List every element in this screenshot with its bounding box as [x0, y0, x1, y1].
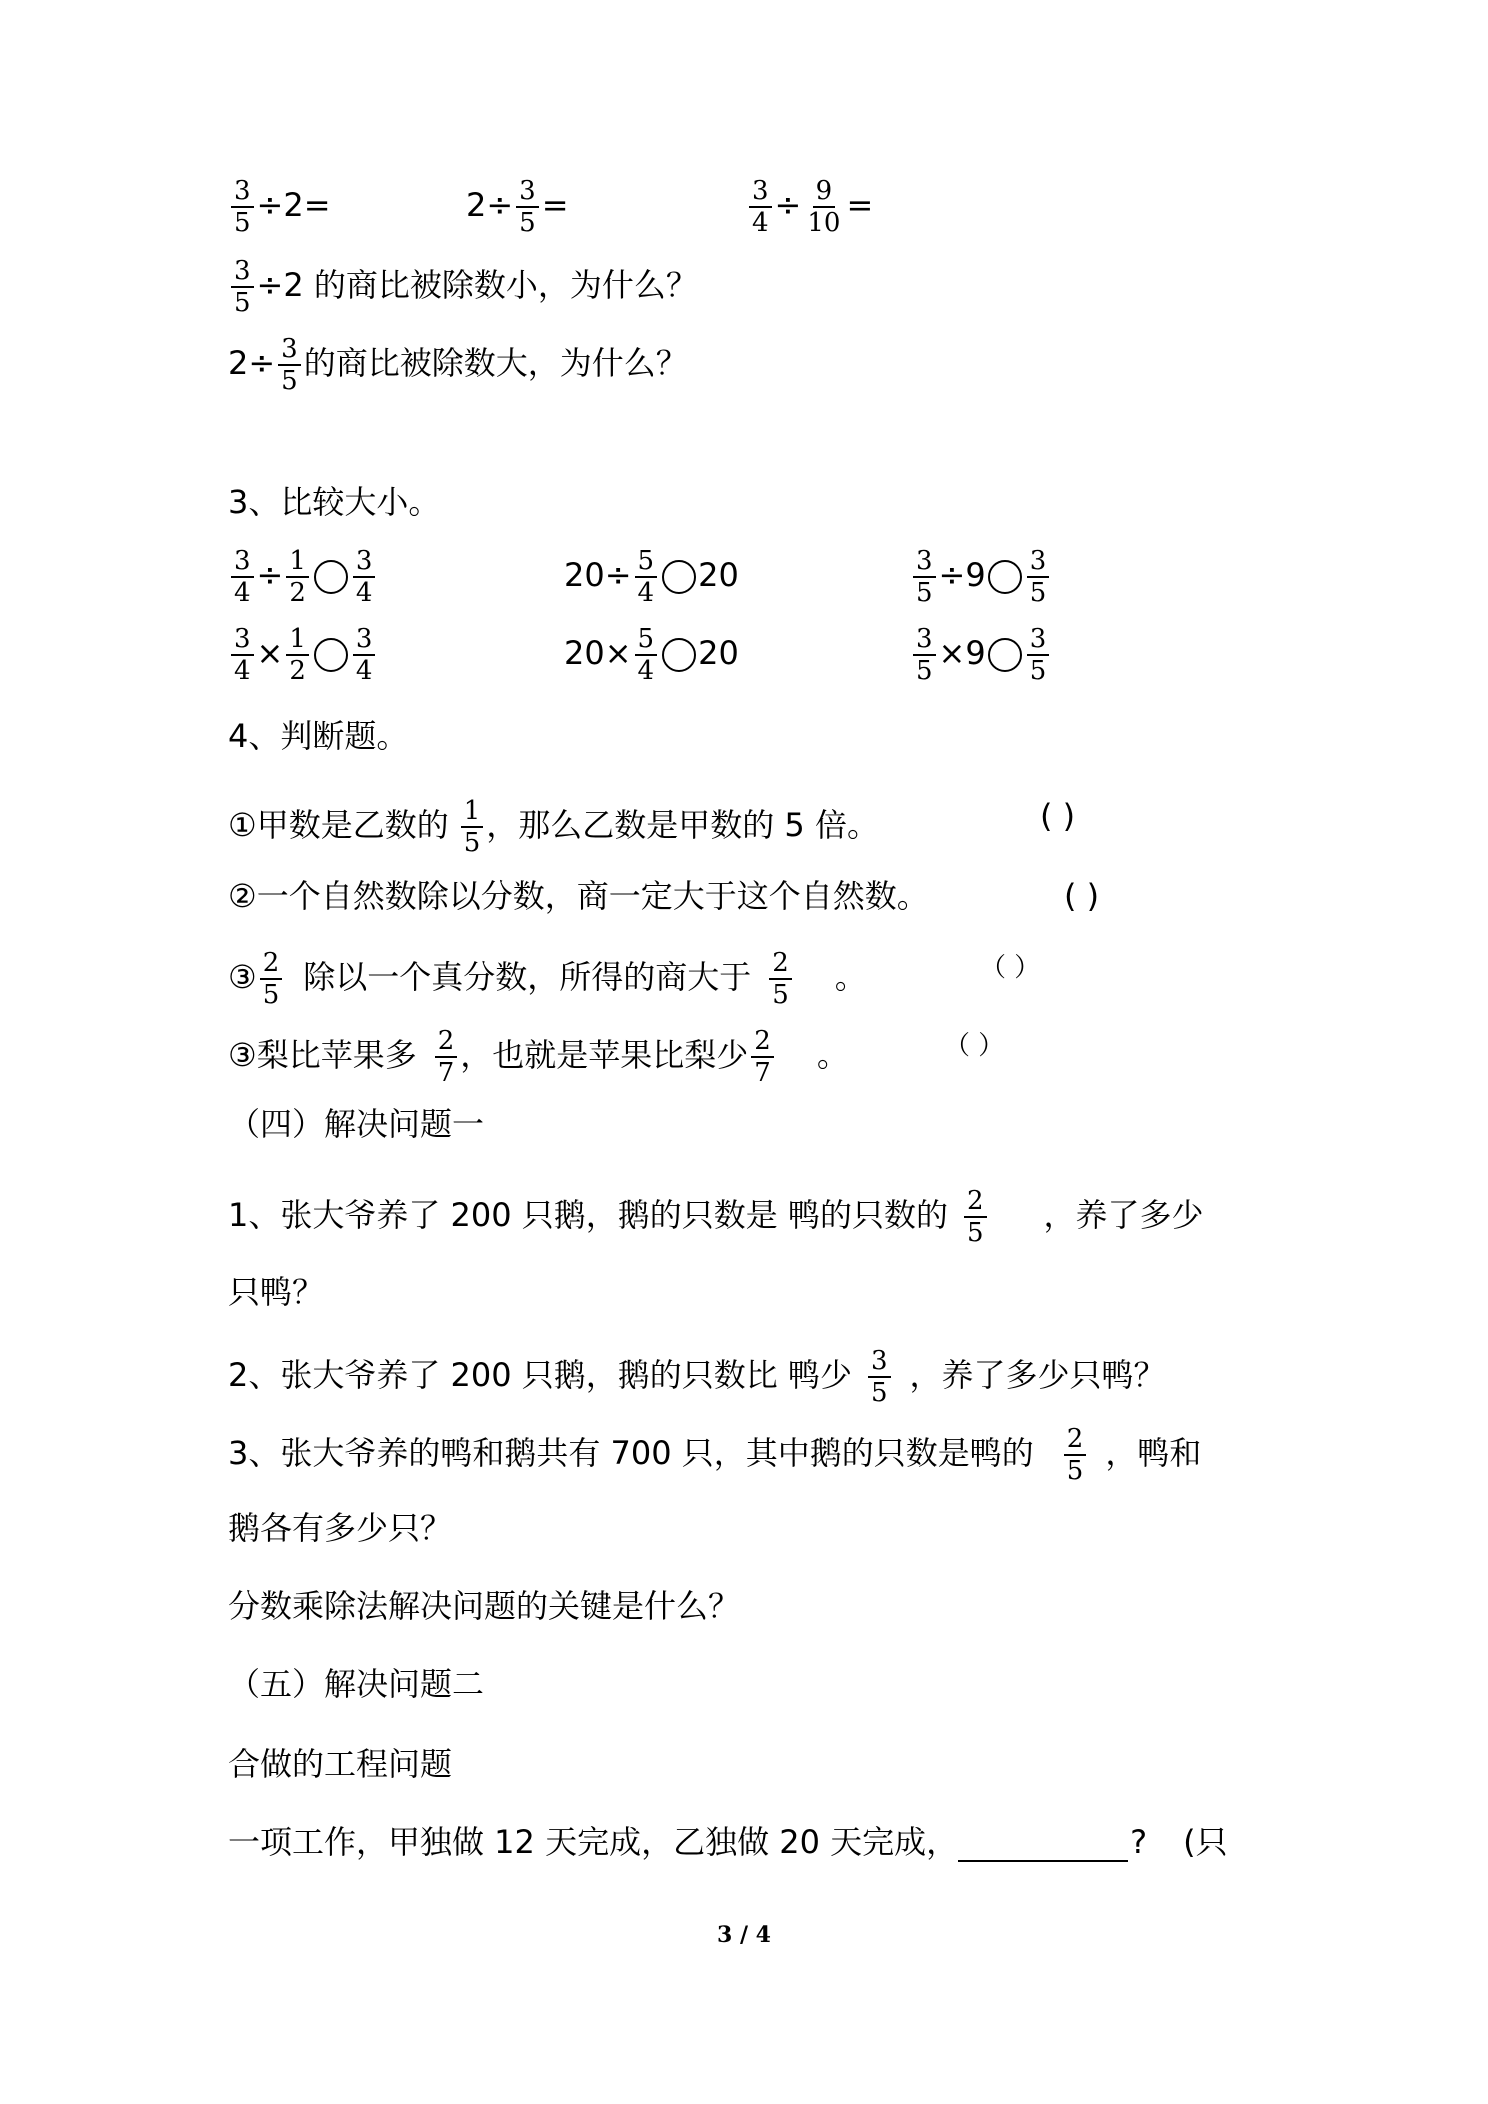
question-smaller: $\frac{3}{5}$ ÷2 的商比被除数小，为什么？ — [228, 256, 1288, 318]
fraction: $\frac{2}{7}$ — [435, 1026, 458, 1088]
fraction: $\frac{5}{4}$ — [635, 546, 658, 608]
compare-circle[interactable] — [314, 638, 348, 672]
problem-1-cont: 只鸭？ — [228, 1273, 325, 1311]
fraction: $\frac{3}{5}$ — [913, 624, 936, 686]
judge-3: ③ $\frac{2}{5}$ 除以一个真分数，所得的商大于 $\frac{2}{5}$ 。 — [228, 948, 867, 1010]
fraction: $\frac{3}{4}$ — [231, 624, 254, 686]
answer-blank[interactable] — [958, 1824, 1128, 1862]
last-problem: 一项工作，甲独做 12 天完成，乙独做 20 天完成， ? (只 — [228, 1823, 1228, 1861]
judge-2-paren[interactable]: ( ) — [1064, 877, 1100, 915]
problem-3-cont: 鹅各有多少只？ — [228, 1509, 453, 1547]
fraction: $\frac{3}{5}$ — [913, 546, 936, 608]
fraction: $\frac{2}{7}$ — [751, 1026, 774, 1088]
problem-1: 1、张大爷养了 200 只鹅，鹅的只数是 鸭的只数的 $\frac{2}{5}$ ，养了多少 — [228, 1186, 1204, 1248]
fraction: $\frac{3}{5}$ — [231, 176, 254, 238]
compare-r2c1: $\frac{3}{4}$ × $\frac{1}{2}$ $\frac{3}{4}$ — [228, 624, 378, 686]
fraction: $\frac{3}{4}$ — [353, 624, 376, 686]
judge-3-paren[interactable]: （ ） — [980, 953, 1041, 983]
compare-r2c3: $\frac{3}{5}$ ×9 $\frac{3}{5}$ — [910, 624, 1052, 686]
fraction: $\frac{2}{5}$ — [769, 948, 792, 1010]
fraction: $\frac{3}{5}$ — [1027, 546, 1050, 608]
expr-1a: $\frac{3}{5}$ ÷2= — [228, 176, 331, 238]
fraction: $\frac{1}{2}$ — [286, 624, 309, 686]
problem-3: 3、张大爷养的鸭和鹅共有 700 只，其中鹅的只数是鸭的 $\frac{2}{5}$ ，鸭和 — [228, 1424, 1202, 1486]
fraction: $\frac{5}{4}$ — [635, 624, 658, 686]
judge-1-paren[interactable]: ( ) — [1040, 797, 1076, 835]
compare-circle[interactable] — [988, 560, 1022, 594]
compare-r2c2: 20× $\frac{5}{4}$ 20 — [564, 624, 739, 686]
fraction: $\frac{3}{4}$ — [353, 546, 376, 608]
compare-r1c2: 20÷ $\frac{5}{4}$ 20 — [564, 546, 739, 608]
judge-4: ③梨比苹果多 $\frac{2}{7}$ ，也就是苹果比梨少 $\frac{2}{7}$ 。 — [228, 1026, 849, 1088]
fraction: $\frac{3}{5}$ — [1027, 624, 1050, 686]
section-3-title: 3、比较大小。 — [228, 483, 441, 521]
section-five-title: （五）解决问题二 — [228, 1665, 485, 1703]
fraction: $\frac{1}{5}$ — [461, 796, 484, 858]
question-bigger: 2÷ $\frac{3}{5}$ 的商比被除数大，为什么？ — [228, 334, 688, 396]
section-4-title: 4、判断题。 — [228, 717, 409, 755]
fraction: $\frac{3}{5}$ — [278, 334, 301, 396]
fraction: $\frac{2}{5}$ — [1064, 1424, 1087, 1486]
section-four-title: （四）解决问题一 — [228, 1105, 485, 1143]
fraction: $\frac{3}{5}$ — [231, 256, 254, 318]
expr-1c: $\frac{3}{4}$ ÷ $\frac{9}{10}$ = — [746, 176, 873, 238]
fraction: $\frac{2}{5}$ — [964, 1186, 987, 1248]
judge-2: ②一个自然数除以分数，商一定大于这个自然数。 — [228, 877, 929, 915]
compare-r1c3: $\frac{3}{5}$ ÷9 $\frac{3}{5}$ — [910, 546, 1052, 608]
problem-2: 2、张大爷养了 200 只鹅，鹅的只数比 鸭少 $\frac{3}{5}$ ，养了多少只鸭？ — [228, 1346, 1166, 1408]
subsection-title: 合做的工程问题 — [228, 1745, 453, 1783]
expr-1b: 2÷ $\frac{3}{5}$ = — [466, 176, 569, 238]
compare-circle[interactable] — [314, 560, 348, 594]
fraction: $\frac{3}{5}$ — [516, 176, 539, 238]
fraction: $\frac{9}{10}$ — [807, 176, 841, 238]
compare-circle[interactable] — [662, 638, 696, 672]
fraction: $\frac{3}{4}$ — [231, 546, 254, 608]
fraction: $\frac{1}{2}$ — [286, 546, 309, 608]
fraction: $\frac{3}{4}$ — [749, 176, 772, 238]
compare-circle[interactable] — [988, 638, 1022, 672]
fraction: $\frac{3}{5}$ — [868, 1346, 891, 1408]
key-question: 分数乘除法解决问题的关键是什么？ — [228, 1587, 741, 1625]
page-number: 3 / 4 — [717, 1922, 771, 1948]
compare-circle[interactable] — [662, 560, 696, 594]
judge-1: ①甲数是乙数的 $\frac{1}{5}$ ，那么乙数是甲数的 5 倍。 — [228, 796, 879, 858]
judge-4-paren[interactable]: （ ） — [944, 1031, 1005, 1061]
fraction: $\frac{2}{5}$ — [260, 948, 283, 1010]
compare-r1c1: $\frac{3}{4}$ ÷ $\frac{1}{2}$ $\frac{3}{4}$ — [228, 546, 378, 608]
